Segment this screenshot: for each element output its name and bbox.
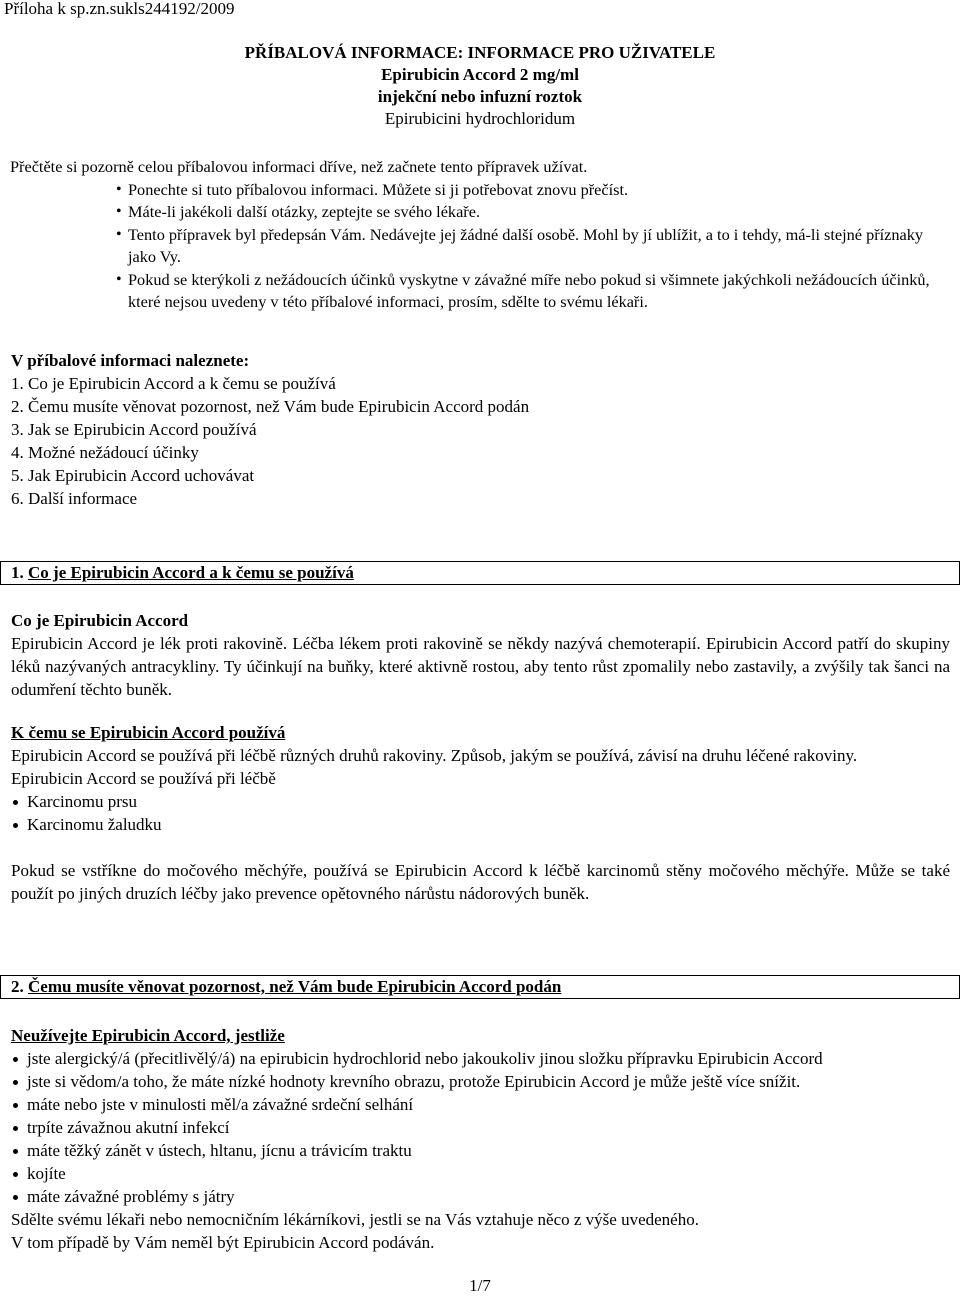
section-1-number: 1.: [11, 563, 24, 582]
toc-item: 6. Další informace: [11, 489, 138, 508]
title-substance: Epirubicini hydrochloridum: [384, 109, 576, 128]
uses-list: [11, 790, 950, 836]
paragraph: V tom případě by Vám neměl být Epirubicin Accord podáván.: [11, 1233, 435, 1252]
toc-item: 4. Možné nežádoucí účinky: [11, 443, 199, 462]
leaflet-title: [0, 42, 960, 130]
list-item: trpíte závažnou akutní infekcí: [11, 1116, 950, 1139]
list-item: jste si vědom/a toho, že máte nízké hodnoty krevního obrazu, protože Epirubicin Accord je může ještě více snížit.: [11, 1070, 950, 1093]
section-2-header: [0, 975, 960, 999]
subheading-used-for: K čemu se Epirubicin Accord používá: [11, 723, 286, 742]
paragraph: Epirubicin Accord se používá při léčbě: [11, 769, 276, 788]
list-item: máte těžký zánět v ústech, hltanu, jícnu a trávicím traktu: [11, 1139, 950, 1162]
intro-bullet: • Pokud se kterýkoli z nežádoucích účinků vyskytne v závažné míře nebo pokud si všimnete jakýchkoli nežádoucích účinků, které nejsou uvedeny v této příbalové informaci, prosím, sdělte to svému lékaři.: [118, 269, 948, 314]
paragraph: Epirubicin Accord je lék proti rakovině. Léčba lékem proti rakovině se někdy nazývá chemoterapií. Epirubicin Accord patří do skupiny léků nazývaných antracykliny. Ty účinkují na buňky, které aktivně rostou, aby tento růst zpomalily nebo zastavily, a zvýšily tak šanci na odumření těchto buněk.: [11, 634, 950, 699]
subheading-what-is: Co je Epirubicin Accord: [11, 611, 189, 630]
intro-bullet: • Tento přípravek byl předepsán Vám. Nedávejte jej žádné další osobě. Mohl by jí ublížit, a to i tehdy, má-li stejné příznaky jako Vy.: [118, 224, 948, 269]
table-of-contents: [11, 349, 711, 510]
contraindications-list: [11, 1047, 950, 1208]
toc-item: 2. Čemu musíte věnovat pozornost, než Vám bude Epirubicin Accord podán: [11, 397, 530, 416]
intro-block: [10, 156, 948, 314]
list-item: Karcinomu žaludku: [11, 813, 950, 836]
title-form: injekční nebo infuzní roztok: [377, 87, 583, 106]
list-item: máte závažné problémy s játry: [11, 1185, 950, 1208]
section-2-number: 2.: [11, 977, 24, 996]
intro-bullet: • Máte-li jakékoli další otázky, zeptejte se svého lékaře.: [118, 201, 948, 224]
paragraph: Pokud se vstříkne do močového měchýře, používá se Epirubicin Accord k léčbě karcinomů stěny močového měchýře. Může se také použít po jiných druzích léčby jako prevence opětovného nárůstu nádorových buněk.: [11, 861, 950, 903]
section-1-title: Co je Epirubicin Accord a k čemu se používá: [28, 563, 354, 582]
title-product: Epirubicin Accord 2 mg/ml: [381, 65, 579, 84]
list-item: kojíte: [11, 1162, 950, 1185]
toc-item: 3. Jak se Epirubicin Accord používá: [11, 420, 257, 439]
list-item: máte nebo jste v minulosti měl/a závažné srdeční selhání: [11, 1093, 950, 1116]
section-2-title: Čemu musíte věnovat pozornost, než Vám bude Epirubicin Accord podán: [28, 977, 562, 996]
section-1-header: [0, 561, 960, 585]
subheading-do-not-use: Neužívejte Epirubicin Accord, jestliže: [11, 1026, 285, 1045]
paragraph: Epirubicin Accord se používá při léčbě různých druhů rakoviny. Způsob, jakým se používá, závisí na druhu léčené rakoviny.: [11, 746, 858, 765]
paragraph: Sdělte svému lékaři nebo nemocničním lékárníkovi, jestli se na Vás vztahuje něco z výše uvedeného.: [11, 1210, 699, 1229]
page-number: 1/7: [469, 1276, 491, 1295]
intro-lead: Přečtěte si pozorně celou příbalovou informaci dříve, než začnete tento přípravek užívat.: [10, 157, 588, 176]
section-1-body: [11, 609, 950, 905]
toc-item: 1. Co je Epirubicin Accord a k čemu se používá: [11, 374, 336, 393]
section-2-body: [11, 1024, 950, 1254]
toc-heading: V příbalové informaci naleznete:: [11, 351, 250, 370]
list-item: jste alergický/á (přecitlivělý/á) na epirubicin hydrochlorid nebo jakoukoliv jinou složku přípravku Epirubicin Accord: [11, 1047, 950, 1070]
title-main: PŘÍBALOVÁ INFORMACE: INFORMACE PRO UŽIVATELE: [244, 43, 716, 62]
list-item: Karcinomu prsu: [11, 790, 950, 813]
intro-bullet: • Ponechte si tuto příbalovou informaci. Můžete si ji potřebovat znovu přečíst.: [118, 179, 948, 202]
toc-item: 5. Jak Epirubicin Accord uchovávat: [11, 466, 255, 485]
document-reference: Příloha k sp.zn.sukls244192/2009: [4, 0, 235, 18]
